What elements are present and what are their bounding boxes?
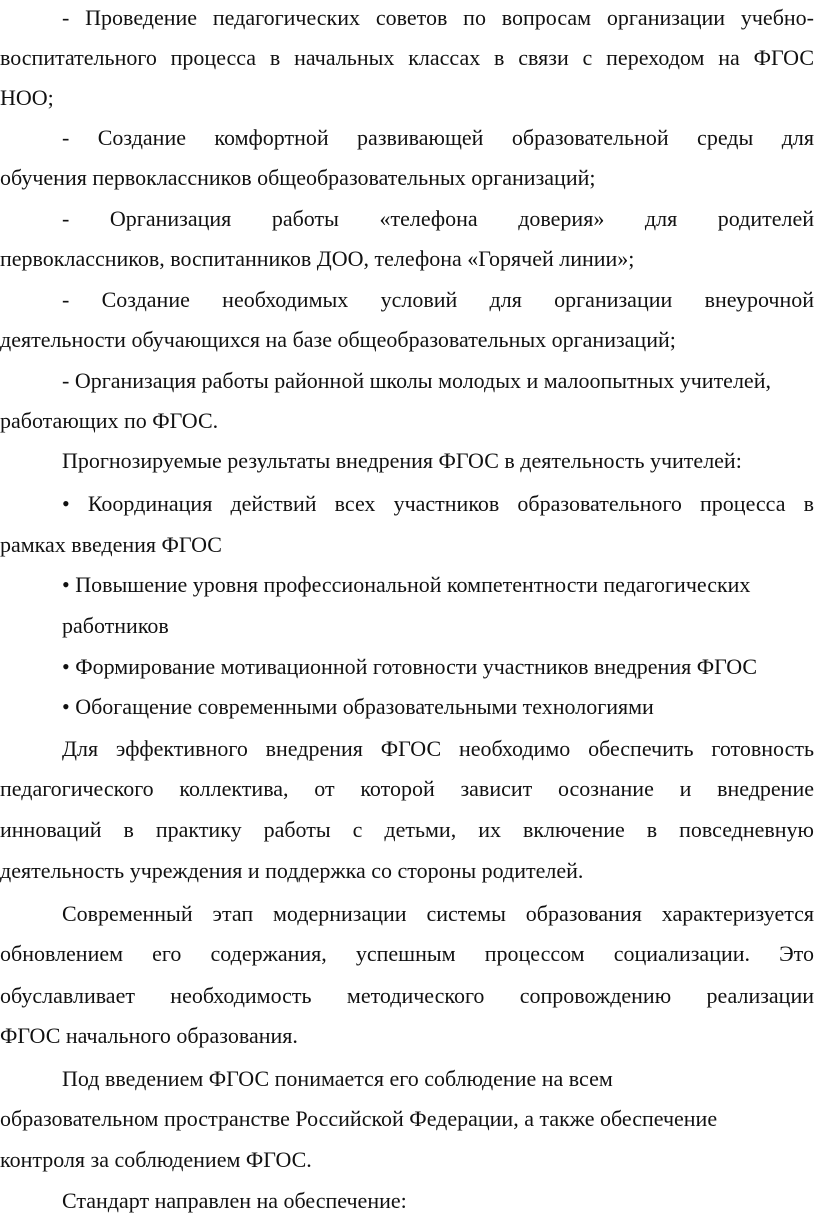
text-line: обучения первоклассников общеобразовательных организаций;	[0, 165, 596, 190]
text-line: - Организация работы районной школы молодых и малоопытных учителей,	[62, 368, 771, 393]
text-line: Под введением ФГОС понимается его соблюдение на всем	[62, 1066, 613, 1091]
text-line: Современный этап модернизации системы образования характеризуется	[62, 901, 814, 926]
text-line: контроля за соблюдением ФГОС.	[0, 1147, 312, 1172]
text-line: - Создание необходимых условий для организации внеурочной	[62, 287, 814, 312]
text-line: деятельность учреждения и поддержка со стороны родителей.	[0, 858, 584, 883]
text-line: ФГОС начального образования.	[0, 1023, 298, 1048]
text-line: первоклассников, воспитанников ДОО, телефона «Горячей линии»;	[0, 246, 635, 271]
bullet-item: • Обогащение современными образовательными технологиями	[62, 694, 654, 719]
text-line: деятельности обучающихся на базе общеобразовательных организаций;	[0, 327, 676, 352]
text-line: педагогического коллектива, от которой зависит осознание и внедрение	[0, 776, 814, 801]
text-line: работников	[62, 613, 169, 638]
text-line: работающих по ФГОС.	[0, 408, 219, 433]
text-line: образовательном пространстве Российской Федерации, а также обеспечение	[0, 1106, 718, 1131]
text-line: воспитательного процесса в начальных классах в связи с переходом на ФГОС	[0, 45, 814, 70]
text-line: - Создание комфортной развивающей образовательной среды для	[62, 125, 814, 150]
text-line: рамках введения ФГОС	[0, 532, 222, 557]
text-line: Стандарт направлен на обеспечение:	[62, 1188, 407, 1213]
text-line: - Проведение педагогических советов по вопросам организации учебно-	[62, 5, 814, 30]
bullet-item: • Координация действий всех участников образовательного процесса в	[62, 491, 814, 516]
text-line: Прогнозируемые результаты внедрения ФГОС в деятельность учителей:	[62, 448, 742, 473]
text-line: Для эффективного внедрения ФГОС необходимо обеспечить готовность	[62, 736, 814, 761]
bullet-item: • Повышение уровня профессиональной компетентности педагогических	[62, 572, 751, 597]
text-line: обуславливает необходимость методического сопровождению реализации	[0, 983, 814, 1008]
bullet-item: • Формирование мотивационной готовности участников внедрения ФГОС	[62, 654, 758, 679]
text-line: НОО;	[0, 85, 54, 110]
text-line: обновлением его содержания, успешным процессом социализации. Это	[0, 941, 814, 966]
text-line: - Организация работы «телефона доверия» для родителей	[62, 206, 814, 231]
text-line: инноваций в практику работы с детьми, их включение в повседневную	[0, 817, 814, 842]
